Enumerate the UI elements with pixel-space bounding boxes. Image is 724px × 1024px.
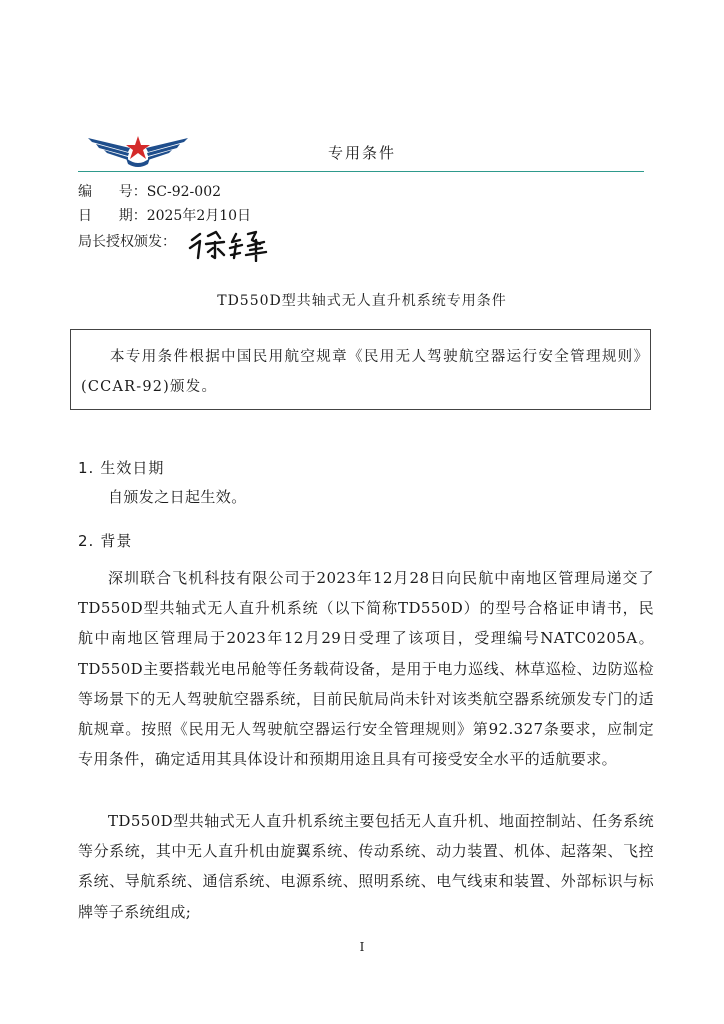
document-title: TD550D型共轴式无人直升机系统专用条件	[217, 293, 507, 309]
section-paragraph: 自颁发之日起生效。	[108, 488, 247, 506]
section-number: 1.	[78, 459, 95, 477]
number-value: SC-92-002	[146, 184, 222, 200]
issuer-label: 局长授权颁发：	[78, 234, 176, 250]
page-number: I	[359, 940, 365, 954]
authority-statement-text: 本专用条件根据中国民用航空规章《民用无人驾驶航空器运行安全管理规则》(CCAR-92)颁发。	[81, 349, 642, 395]
section-number: 2.	[78, 532, 95, 550]
date-label: 日 期：	[78, 208, 147, 224]
date-value: 2025年2月10日	[146, 208, 252, 224]
document-date-row	[78, 206, 251, 226]
section-paragraph: TD550D型共轴式无人直升机系统主要包括无人直升机、地面控制站、任务系统等分系统，其中无人直升机由旋翼系统、传动系统、动力装置、机体、起落架、飞控系统、导航系统、通信系统、电源系统、照明系统、电气线束和装置、外部标识与标牌等子系统组成;	[78, 812, 654, 921]
section-title: 生效日期	[100, 459, 165, 477]
section-paragraph: 深圳联合飞机科技有限公司于2023年12月28日向民航中南地区管理局递交了TD550D型共轴式无人直升机系统（以下简称TD550D）的型号合格证申请书，民航中南地区管理局于2023年12月29日受理了该项目，受理编号NATC0205A。TD550D主要搭载光电吊舱等任务载荷设备，是用于电力巡线、林草巡检、边防巡检等场景下的无人驾驶航空器系统，目前民航局尚未针对该类航空器系统颁发专门的适航规章。按照《民用无人驾驶航空器运行安全管理规则》第92.327条要求，应制定专用条件，确定适用其具体设计和预期用途且具有可接受安全水平的适航要求。	[78, 569, 654, 769]
section-title: 背景	[100, 532, 133, 550]
section-heading	[78, 530, 132, 551]
authority-statement-box	[70, 329, 651, 410]
signature-image	[186, 228, 276, 262]
header-divider	[78, 171, 644, 172]
section-heading	[78, 457, 164, 478]
document-number-row	[78, 182, 221, 202]
number-label: 编 号：	[78, 184, 147, 200]
issuer-row	[78, 232, 176, 252]
header-title: 专用条件	[327, 144, 396, 162]
